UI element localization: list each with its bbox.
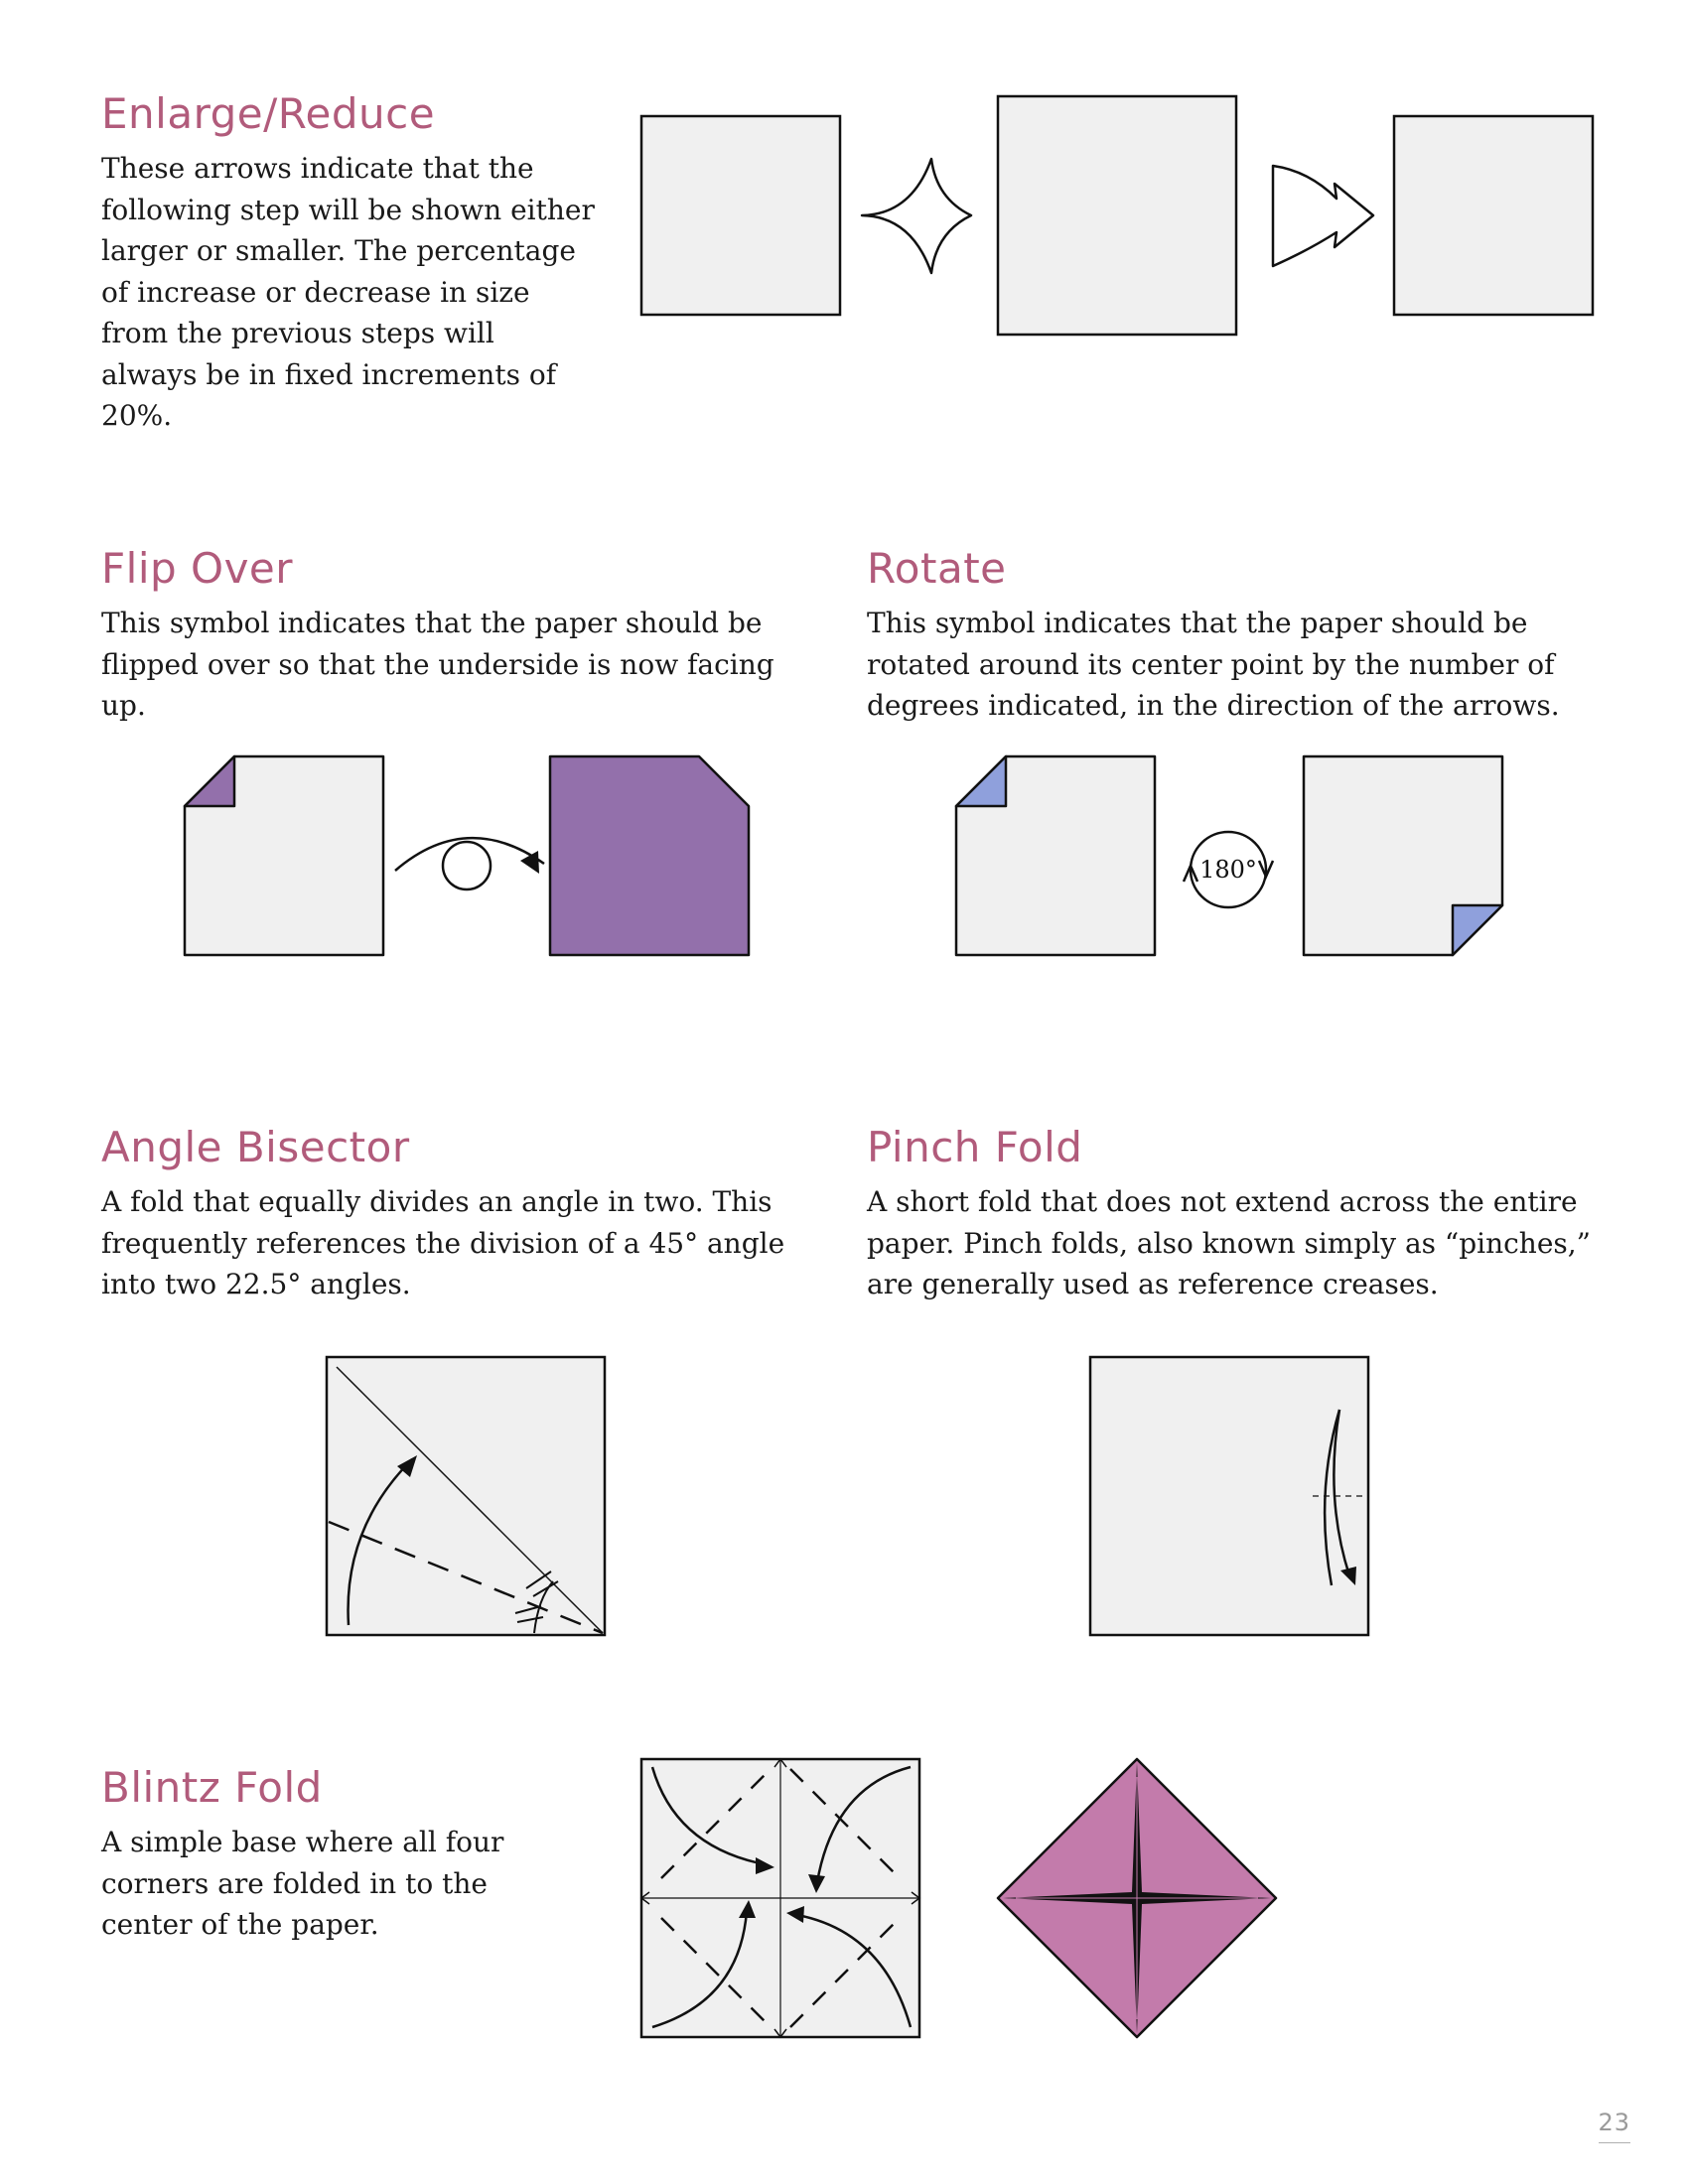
rotate-degrees-label: 180° [1199,856,1257,884]
blintz-fold-text: A simple base where all four corners are folded in to the center of the paper. [101,1826,504,1941]
enlarge-reduce-text: These arrows indicate that the following step will be shown either larger or smaller. The percentage of increase or decrease in size from the previous steps will always be in fixed increments of 20%. [101,152,595,432]
pinch-fold-heading: Pinch Fold [867,1123,1083,1171]
blintz-fold-heading: Blintz Fold [101,1763,323,1812]
page-number: 23 [1598,2109,1630,2136]
flip-over-heading: Flip Over [101,544,294,593]
rotate-text: This symbol indicates that the paper should be rotated around its center point by the number of degrees indicated, in the direction of the arrows. [867,607,1560,722]
page-number-rule [1599,2142,1630,2143]
pinch-fold-text: A short fold that does not extend across the entire paper. Pinch folds, also known simply as “pinches,” are generally used as reference creases. [867,1185,1591,1300]
angle-bisector-heading: Angle Bisector [101,1123,410,1171]
rotate-heading: Rotate [867,544,1007,593]
angle-bisector-text: A fold that equally divides an angle in two. This frequently references the division of a 45° angle into two 22.5° angles. [101,1185,785,1300]
flip-over-text: This symbol indicates that the paper should be flipped over so that the underside is now facing up. [101,607,774,722]
enlarge-reduce-heading: Enlarge/Reduce [101,89,436,138]
